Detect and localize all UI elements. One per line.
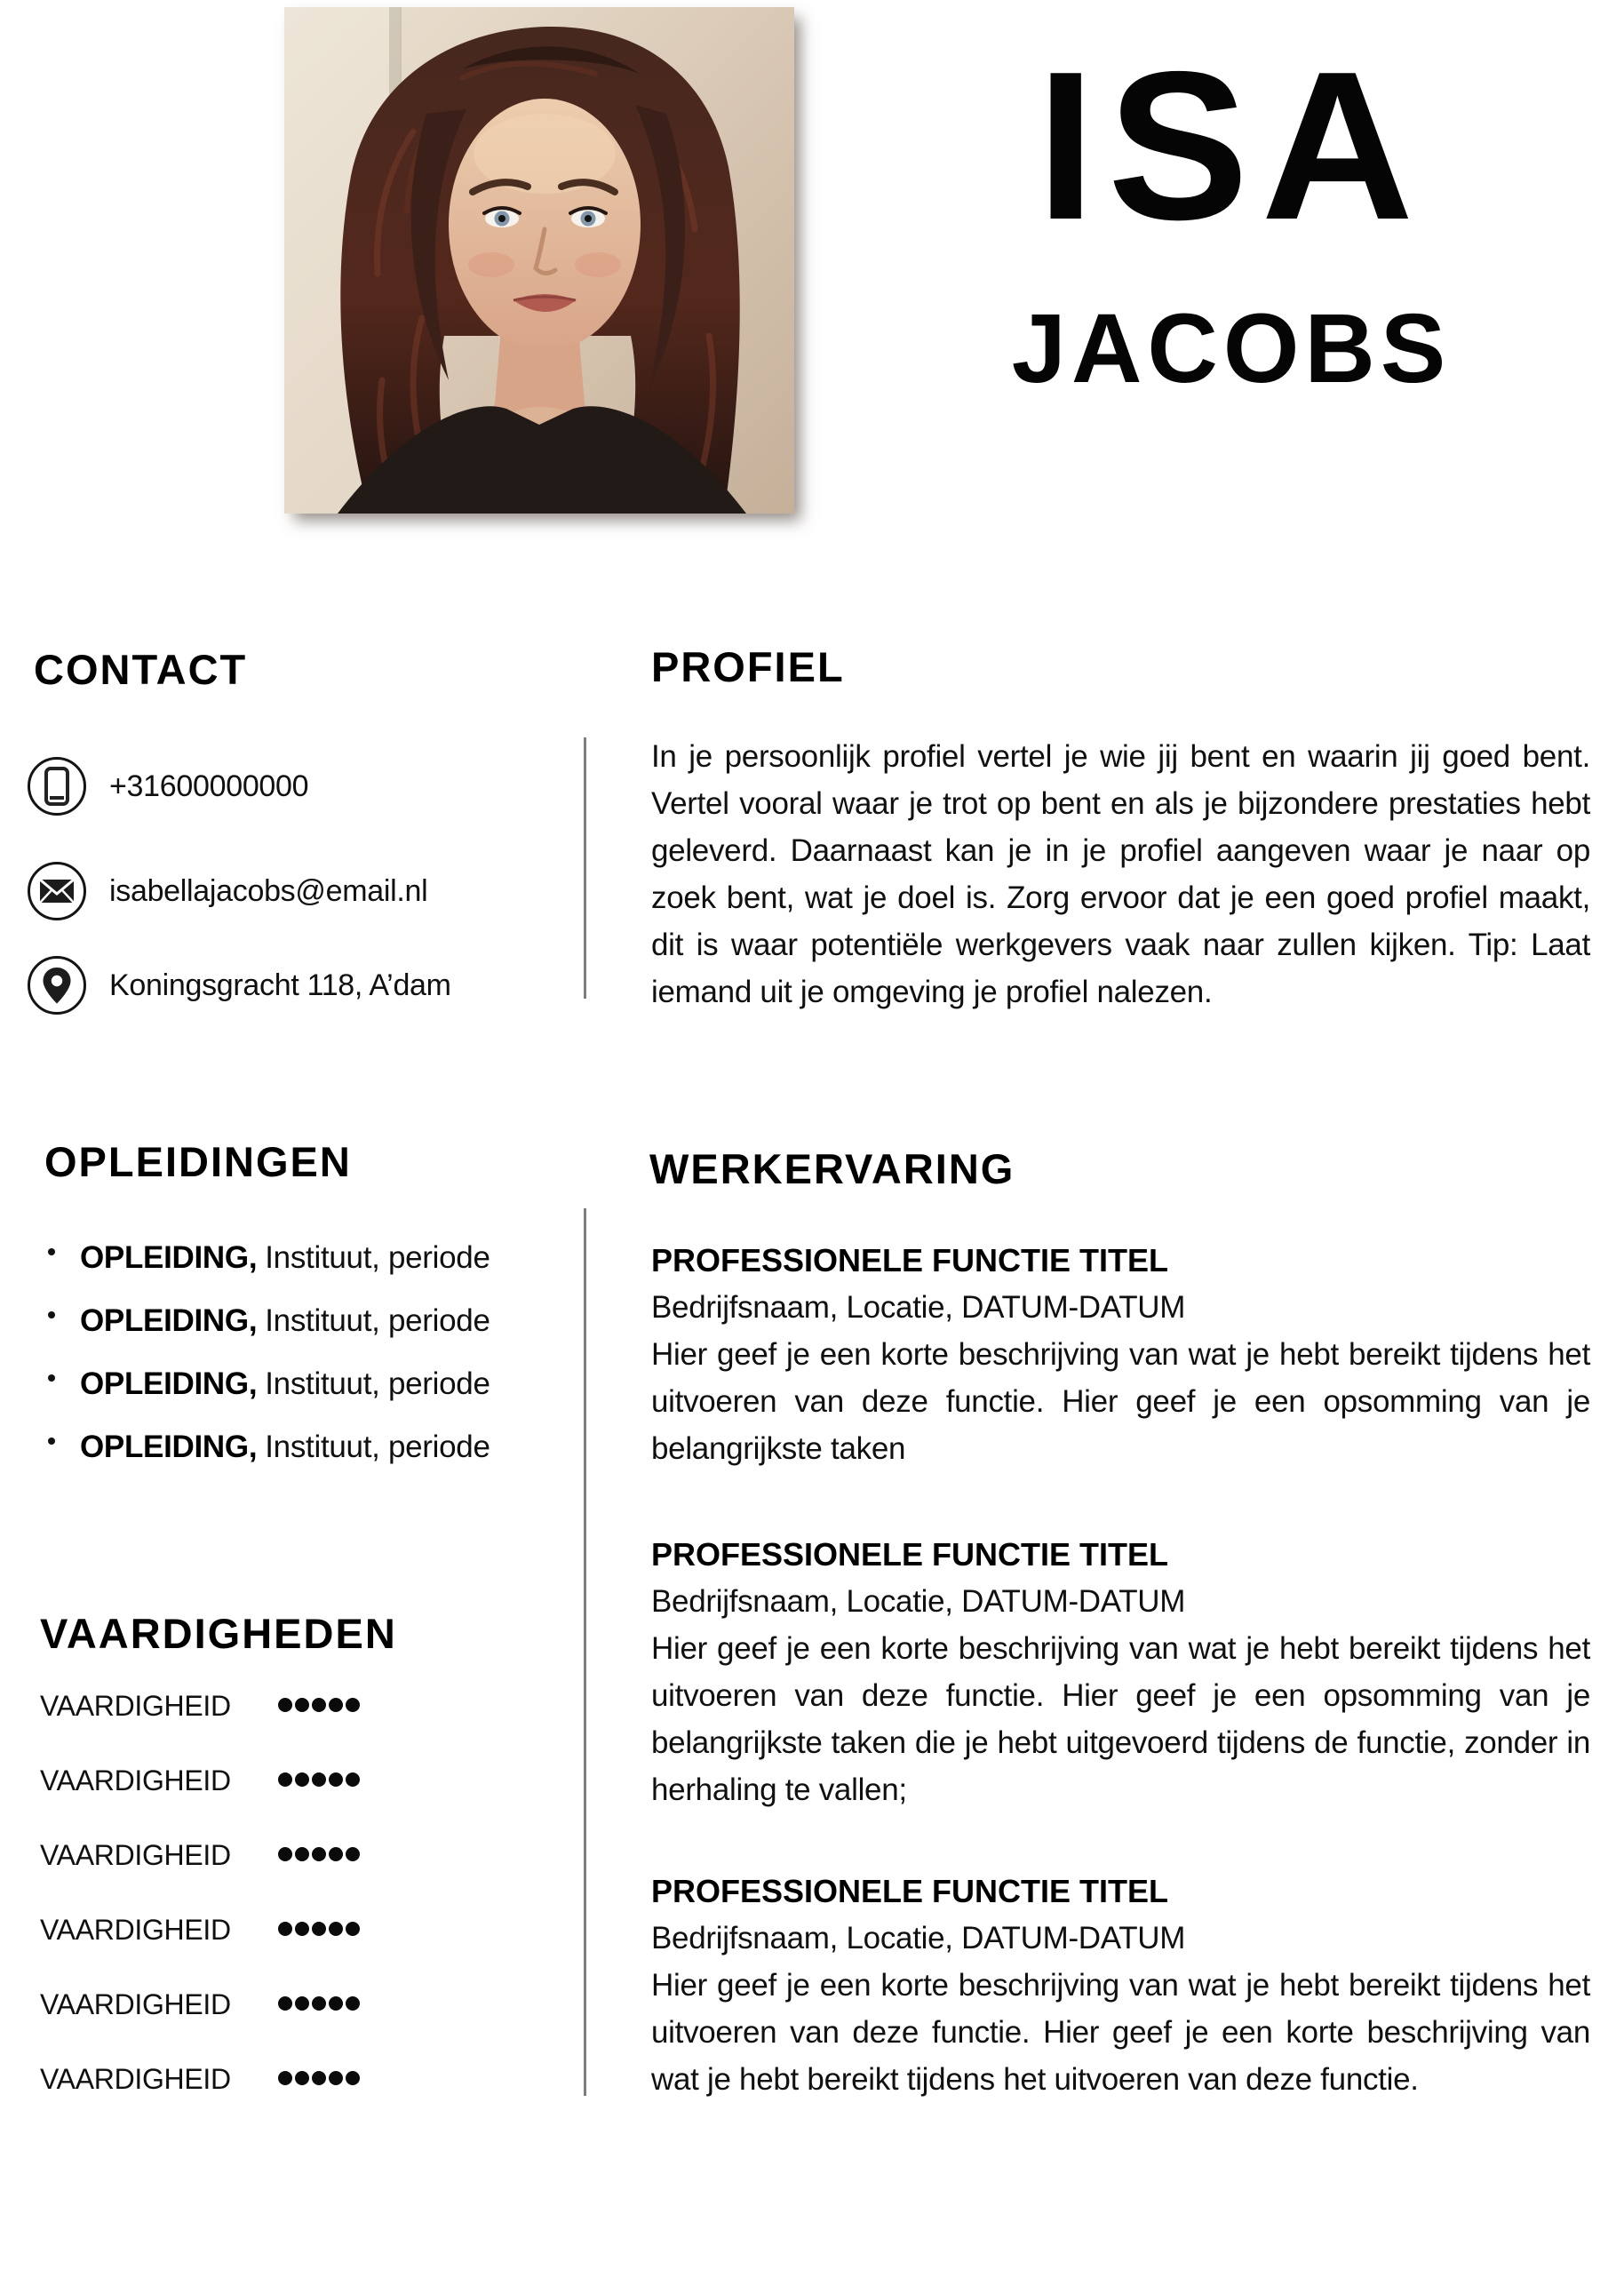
level-dot-icon [346,1847,360,1861]
skill-level-dots [278,1698,362,1712]
portrait-illustration [284,7,794,514]
skill-level-dots [278,1922,362,1936]
skill-label: VAARDIGHEID [40,1839,231,1871]
level-dot-icon [346,1772,360,1787]
email-icon [27,861,87,921]
job-title: PROFESSIONELE FUNCTIE TITEL [651,1242,1169,1278]
level-dot-icon [346,1996,360,2011]
skill-row [40,1764,502,1796]
profiel-heading: PROFIEL [651,643,845,690]
opleiding-item [46,1305,579,1337]
opleiding-details: Instituut, periode [265,1303,490,1338]
job-subtitle: Bedrijfsnaam, Locatie, DATUM-DATUM [651,1921,1186,1955]
level-dot-icon [346,1922,360,1936]
level-dot-icon [329,1996,343,2011]
opleiding-title: OPLEIDING, [80,1303,258,1338]
skill-level-dots [278,1772,362,1787]
level-dot-icon [295,1922,309,1936]
opleiding-details: Instituut, periode [265,1240,490,1275]
contact-heading: CONTACT [34,646,248,693]
level-dot-icon [346,1698,360,1712]
level-dot-icon [278,1698,292,1712]
vaardigheden-heading: VAARDIGHEDEN [40,1610,397,1657]
job-description: Hier geef je een korte beschrijving van wat je hebt bereikt tijdens het uitvoeren van deze functie. Hier geef je een korte beschrijving van wat je hebt bereikt tijdens het uitvoeren van deze functie. [651,1968,1590,2097]
opleidingen-list [46,1242,579,1494]
first-name: ISA [1036,28,1427,264]
last-name: JACOBS [1011,294,1452,403]
job-title: PROFESSIONELE FUNCTIE TITEL [651,1873,1169,1909]
skill-row [40,1690,502,1722]
location-icon [27,955,87,1016]
job-entry [651,1531,1590,1813]
level-dot-icon [329,1772,343,1787]
level-dot-icon [295,1698,309,1712]
skill-label: VAARDIGHEID [40,1988,231,2020]
job-title: PROFESSIONELE FUNCTIE TITEL [651,1536,1169,1573]
level-dot-icon [295,2071,309,2085]
contact-row-phone [27,756,308,816]
level-dot-icon [278,1996,292,2011]
contact-phone-value: +31600000000 [109,769,309,803]
skill-row [40,1914,502,1946]
profiel-divider-line [584,737,586,999]
job-description: Hier geef je een korte beschrijving van wat je hebt bereikt tijdens het uitvoeren van deze functie. Hier geef je een opsomming van je belangrijkste taken [651,1337,1590,1466]
level-dot-icon [346,2071,360,2085]
contact-row-email [27,861,427,921]
level-dot-icon [278,2071,292,2085]
opleiding-title: OPLEIDING, [80,1430,258,1464]
skill-row [40,2063,502,2095]
profiel-text: In je persoonlijk profiel vertel je wie jij bent en waarin jij goed bent. Vertel vooral waar je trot op bent en als je bijzondere prestaties hebt geleverd. Daarnaast kan je in je profiel aangeven waar je naar op zoek bent, wat je doel is. Zorg ervoor dat je een goed profiel maakt, dit is waar potentiële werkgevers vaak naar zullen kijken. Tip: Laat iemand uit je omgeving je profiel nalezen. [651,739,1590,1009]
werkervaring-divider-line [584,1208,586,2096]
level-dot-icon [329,1922,343,1936]
opleiding-item [46,1368,579,1400]
opleiding-item [46,1242,579,1274]
job-subtitle: Bedrijfsnaam, Locatie, DATUM-DATUM [651,1584,1186,1619]
opleiding-item [46,1431,579,1463]
skill-label: VAARDIGHEID [40,1690,231,1722]
skill-level-dots [278,1996,362,2011]
level-dot-icon [312,1772,326,1787]
profile-photo [284,7,794,514]
job-entry [651,1237,1590,1472]
level-dot-icon [312,2071,326,2085]
level-dot-icon [295,1772,309,1787]
opleiding-title: OPLEIDING, [80,1366,258,1401]
job-subtitle: Bedrijfsnaam, Locatie, DATUM-DATUM [651,1290,1186,1325]
contact-row-address [27,955,451,1016]
level-dot-icon [329,1698,343,1712]
job-description: Hier geef je een korte beschrijving van wat je hebt bereikt tijdens het uitvoeren van deze functie. Hier geef je een opsomming van je belangrijkste taken die je hebt uitgevoerd tijdens de functie, zonder in herhaling te vallen; [651,1631,1590,1807]
level-dot-icon [312,1847,326,1861]
phone-icon [27,756,87,816]
skill-row [40,1839,502,1871]
opleidingen-heading: OPLEIDINGEN [44,1138,352,1185]
opleiding-details: Instituut, periode [265,1366,490,1401]
level-dot-icon [312,1698,326,1712]
contact-email-value: isabellajacobs@email.nl [109,873,428,908]
skill-label: VAARDIGHEID [40,2063,231,2095]
opleiding-title: OPLEIDING, [80,1240,258,1275]
level-dot-icon [329,1847,343,1861]
skill-row [40,1988,502,2020]
level-dot-icon [312,1996,326,2011]
level-dot-icon [329,2071,343,2085]
level-dot-icon [278,1847,292,1861]
skill-level-dots [278,2071,362,2085]
level-dot-icon [312,1922,326,1936]
level-dot-icon [278,1922,292,1936]
level-dot-icon [295,1847,309,1861]
werkervaring-heading: WERKERVARING [649,1145,1015,1192]
skill-level-dots [278,1847,362,1861]
level-dot-icon [295,1996,309,2011]
opleiding-details: Instituut, periode [265,1430,490,1464]
level-dot-icon [278,1772,292,1787]
skill-label: VAARDIGHEID [40,1764,231,1796]
contact-address-value: Koningsgracht 118, A’dam [109,968,451,1002]
vaardigheden-list [40,1690,502,2138]
job-entry [651,1868,1590,2103]
skill-label: VAARDIGHEID [40,1914,231,1946]
